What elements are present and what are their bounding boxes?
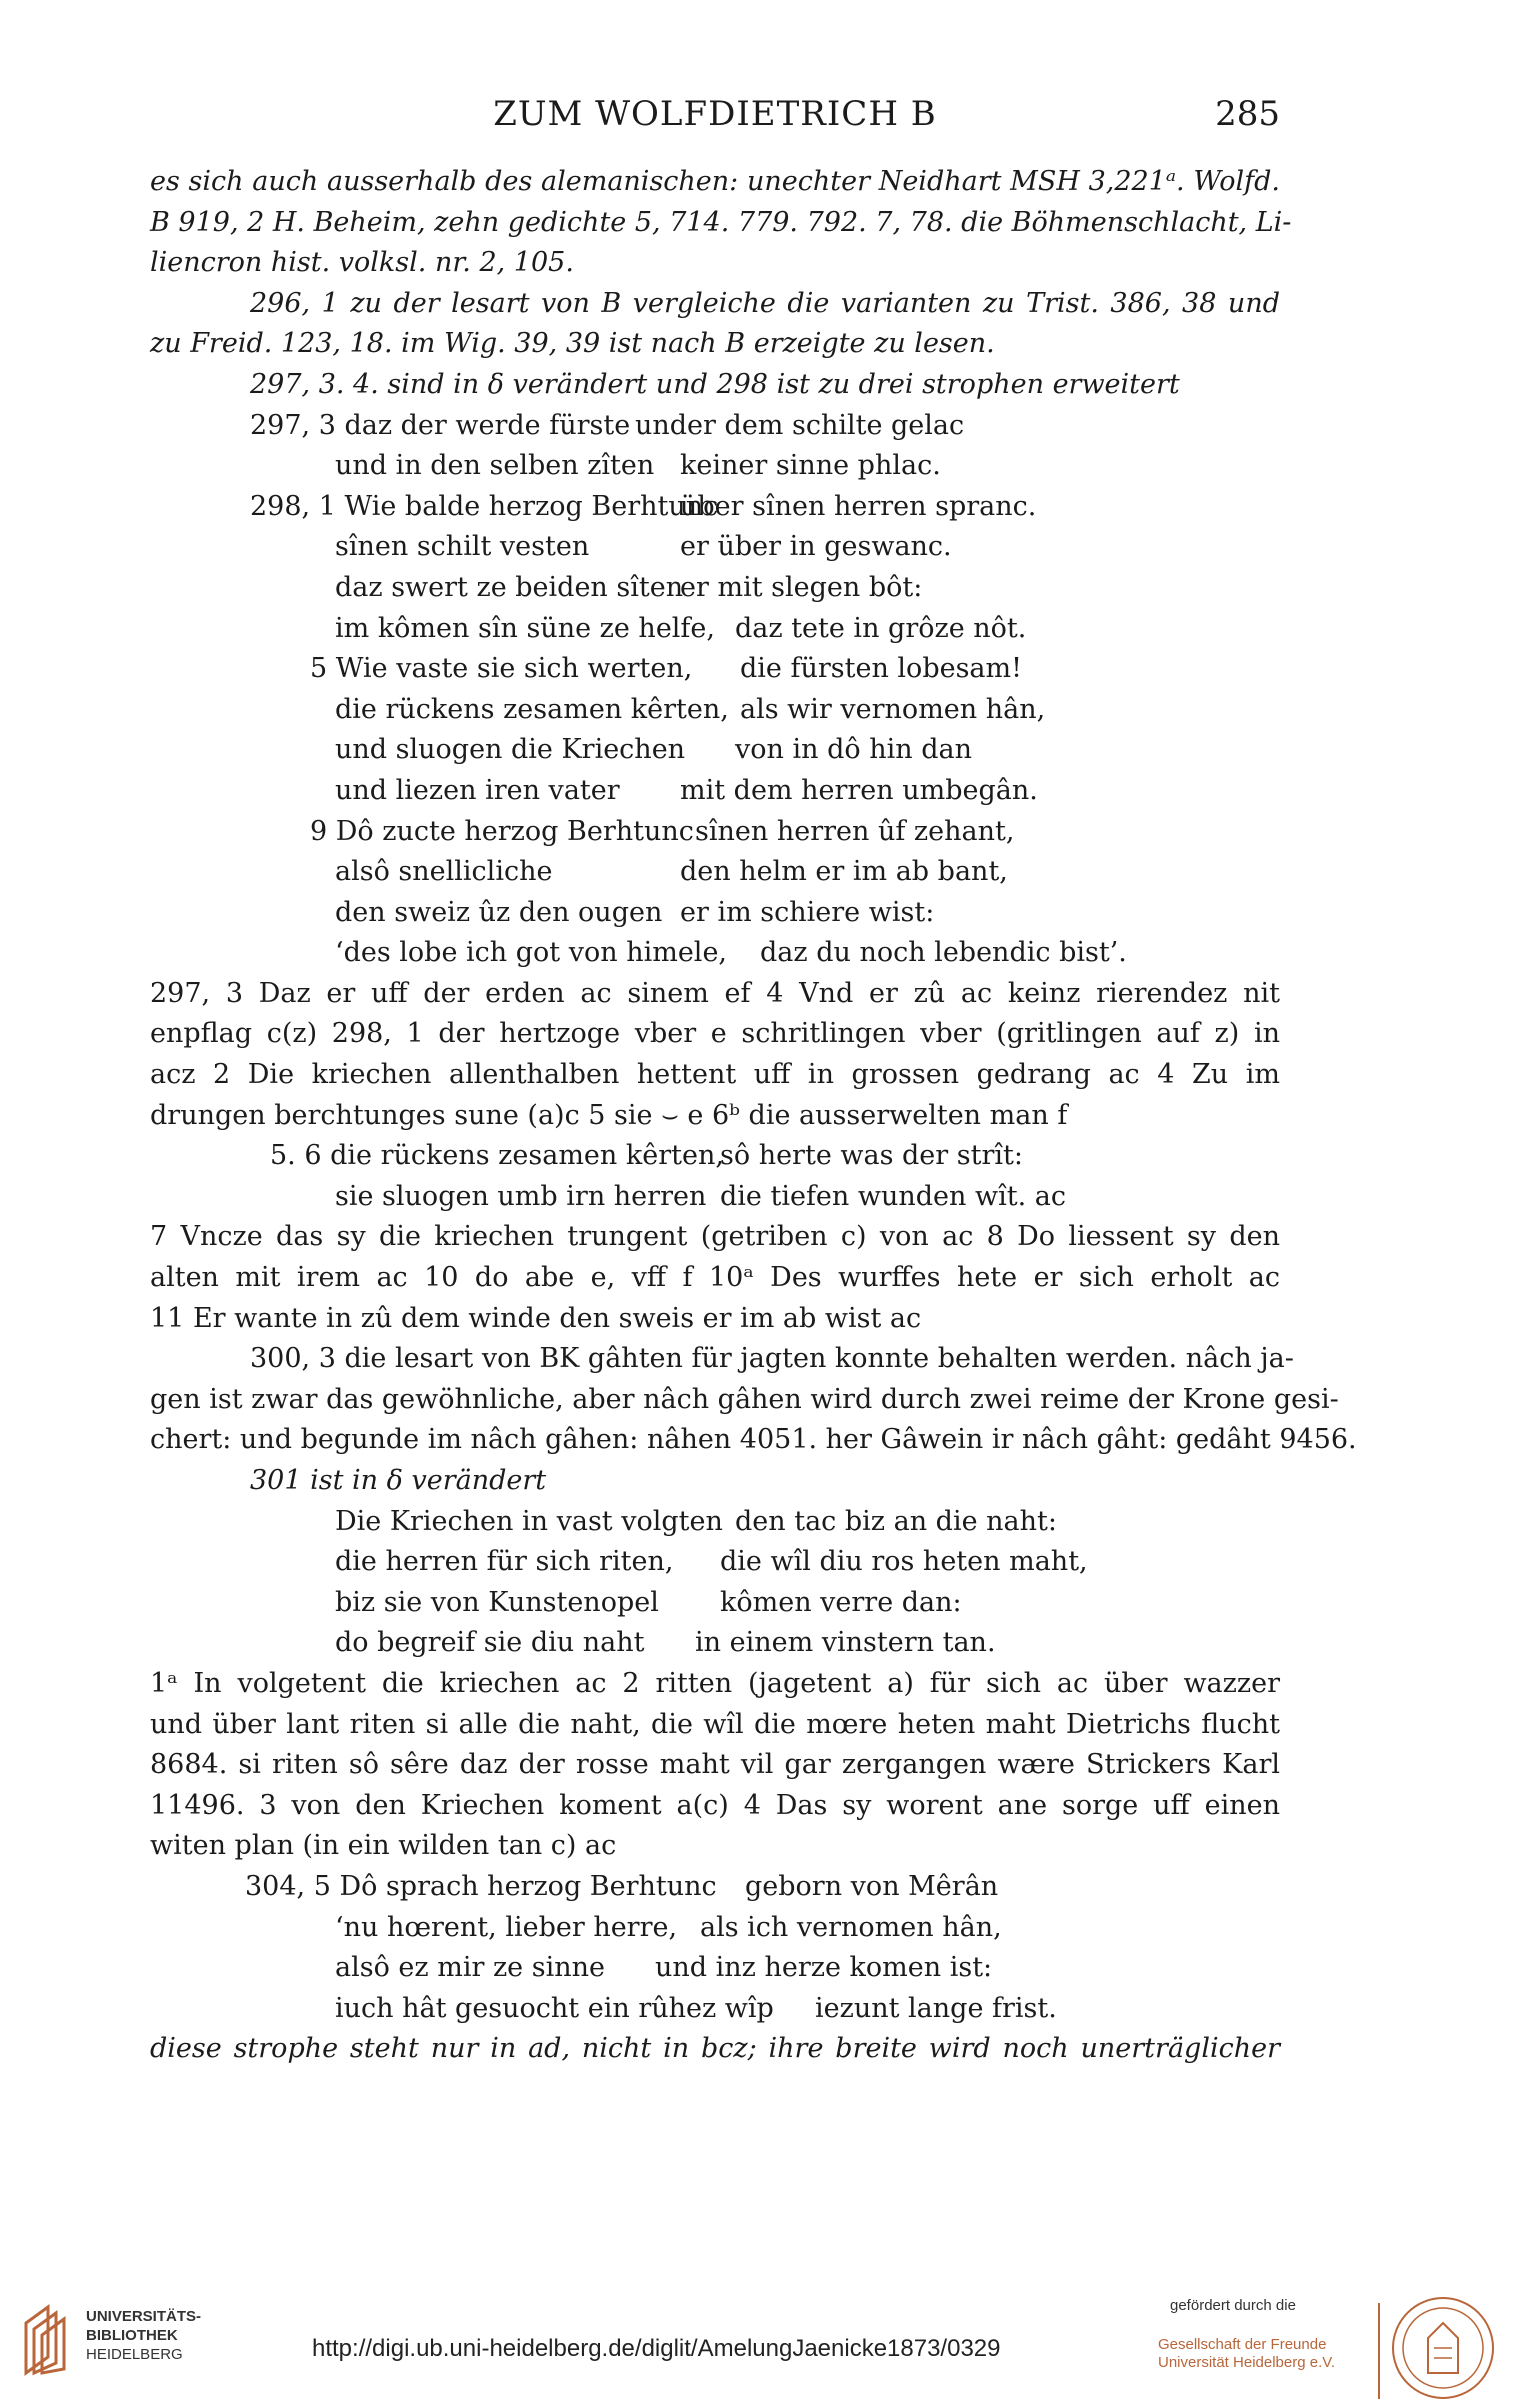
- verse-line: do begreif sie diu naht in einem vinstern tan.: [335, 1627, 996, 1659]
- apparatus-line: und über lant riten si alle die naht, die wîl die mœre heten maht Dietrichs flucht: [150, 1708, 1280, 1740]
- verse-line: alsô snellicliche den helm er im ab bant,: [335, 856, 1008, 888]
- text-line: es sich auch ausserhalb des alemanischen: unechter Neidhart MSH 3,221ᵃ. Wolfd.: [150, 166, 1280, 197]
- divider: [1378, 2303, 1380, 2399]
- text-line: 297, 3. 4. sind in δ verändert und 298 ist zu drei strophen erweitert: [250, 368, 1180, 400]
- page-number: 285: [1215, 94, 1280, 134]
- apparatus-line: 297, 3 Daz er uff der erden ac sinem ef 4 Vnd er zû ac keinz rierendez nit: [150, 977, 1280, 1009]
- verse-line: 304, 5 Dô sprach herzog Berhtunc geborn von Mêrân: [245, 1870, 999, 1902]
- text-line: 296, 1 zu der lesart von B vergleiche die varianten zu Trist. 386, 38 und: [250, 287, 1280, 319]
- text-line: zu Freid. 123, 18. im Wig. 39, 39 ist nach B erzeigte zu lesen.: [150, 328, 995, 360]
- verse-line: biz sie von Kunstenopel kômen verre dan:: [335, 1586, 962, 1618]
- verse-line: daz swert ze beiden sîtener mit slegen bôt:: [335, 571, 923, 603]
- running-header: [150, 84, 1280, 144]
- verse-line: iuch hât gesuocht ein rûhez wîp iezunt lange frist.: [335, 1992, 1057, 2024]
- verse-line: ‘nu hœrent, lieber herre, als ich vernomen hân,: [335, 1911, 1002, 1943]
- apparatus-line: alten mit irem ac 10 do abe e, vff f 10ᵃ Des wurffes hete er sich erholt ac: [150, 1262, 1280, 1294]
- page-body: [150, 162, 1357, 2070]
- verse-line: 297, 3 daz der werde fürste under dem schilte gelac: [250, 409, 965, 441]
- apparatus-line: 7 Vncze das sy die kriechen trungent (getriben c) von ac 8 Do liessent sy den: [150, 1221, 1280, 1253]
- verse-line: und sluogen die Kriechen von in dô hin dan: [335, 734, 972, 766]
- verse-line: ‘des lobe ich got von himele, daz du noch lebendic bist’.: [335, 937, 1127, 969]
- library-name: UNIVERSITÄTS- BIBLIOTHEK HEIDELBERG: [86, 2308, 202, 2363]
- verse-line: und liezen iren vater mit dem herren umbegân.: [335, 774, 1038, 806]
- apparatus-line: enpflag c(z) 298, 1 der hertzoge vber e schritlingen vber (gritlingen auf z) in: [150, 1018, 1280, 1050]
- commentary-line: gen ist zwar das gewöhnliche, aber nâch gâhen wird durch zwei reime der Krone gesi-: [150, 1383, 1339, 1415]
- verse-line: die rückens zesamen kêrten, als wir vernomen hân,: [335, 693, 1046, 725]
- commentary-line: chert: und begunde im nâch gâhen: nâhen 4051. her Gâwein ir nâch gâht: gedâht 9456.: [150, 1424, 1357, 1456]
- verse-line: den sweiz ûz den ougen er im schiere wist:: [335, 896, 935, 928]
- verse-line: alsô ez mir ze sinne und inz herze komen ist:: [335, 1952, 993, 1984]
- verse-line: die herren für sich riten, die wîl diu ros heten maht,: [335, 1546, 1088, 1578]
- university-library-logo-icon: [18, 2303, 72, 2377]
- verse-line: 9 Dô zucte herzog Berhtuncsînen herren ûf zehant,: [310, 815, 1015, 847]
- verse-line: Die Kriechen in vast volgten den tac biz an die naht:: [335, 1505, 1057, 1537]
- apparatus-line: 11496. 3 von den Kriechen koment a(c) 4 Das sy worent ane sorge uff einen: [150, 1789, 1280, 1821]
- university-seal-icon: [1388, 2293, 1498, 2403]
- text-line: B 919, 2 H. Beheim, zehn gedichte 5, 714. 779. 792. 7, 78. die Böhmenschlacht, Li-: [150, 206, 1292, 238]
- verse-line: 298, 1 Wie balde herzog Berhtuncüber sînen herren spranc.: [250, 490, 1037, 522]
- digitization-footer: [0, 2285, 1514, 2408]
- verse-line: 5. 6 die rückens zesamen kêrten,sô herte was der strît:: [270, 1140, 1023, 1172]
- apparatus-line: 1ᵃ In volgetent die kriechen ac 2 ritten (jagetent a) für sich ac über wazzer: [150, 1667, 1280, 1699]
- apparatus-line: witen plan (in ein wilden tan c) ac: [150, 1830, 617, 1862]
- commentary-line: diese strophe steht nur in ad, nicht in bcz; ihre breite wird noch unerträglicher: [150, 2033, 1280, 2065]
- permalink-url[interactable]: http://digi.ub.uni-heidelberg.de/diglit/AmelungJaenicke1873/0329: [312, 2335, 1001, 2362]
- verse-line: sînen schilt vesten er über in geswanc.: [335, 531, 952, 563]
- apparatus-line: drungen berchtunges sune (a)c 5 sie ⌣ e 6ᵇ die ausserwelten man f: [150, 1099, 1068, 1131]
- verse-line: sie sluogen umb irn herren die tiefen wunden wît. ac: [335, 1180, 1066, 1212]
- verse-line: 5 Wie vaste sie sich werten, die fürsten lobesam!: [310, 653, 1022, 685]
- apparatus-line: 11 Er wante in zû dem winde den sweis er im ab wist ac: [150, 1302, 922, 1334]
- verse-line: und in den selben zîten keiner sinne phlac.: [335, 450, 941, 482]
- commentary-line: 300, 3 die lesart von BK gâhten für jagten konnte behalten werden. nâch ja-: [250, 1343, 1294, 1375]
- verse-line: im kômen sîn süne ze helfe, daz tete in grôze nôt.: [335, 612, 1027, 644]
- sponsor-credit: gefördert durch die Gesellschaft der Freunde Universität Heidelberg e.V.: [1158, 2297, 1368, 2372]
- apparatus-line: 8684. si riten sô sêre daz der rosse maht vil gar zergangen wære Strickers Karl: [150, 1749, 1280, 1781]
- sponsor-name: Gesellschaft der Freunde Universität Heidelberg e.V.: [1158, 2336, 1336, 2371]
- apparatus-line: acz 2 Die kriechen allenthalben hettent uff in grossen gedrang ac 4 Zu im: [150, 1059, 1280, 1091]
- page-title: ZUM WOLFDIETRICH B: [493, 94, 937, 134]
- text-line: liencron hist. volksl. nr. 2, 105.: [150, 247, 574, 279]
- commentary-line: 301 ist in δ verändert: [250, 1465, 547, 1496]
